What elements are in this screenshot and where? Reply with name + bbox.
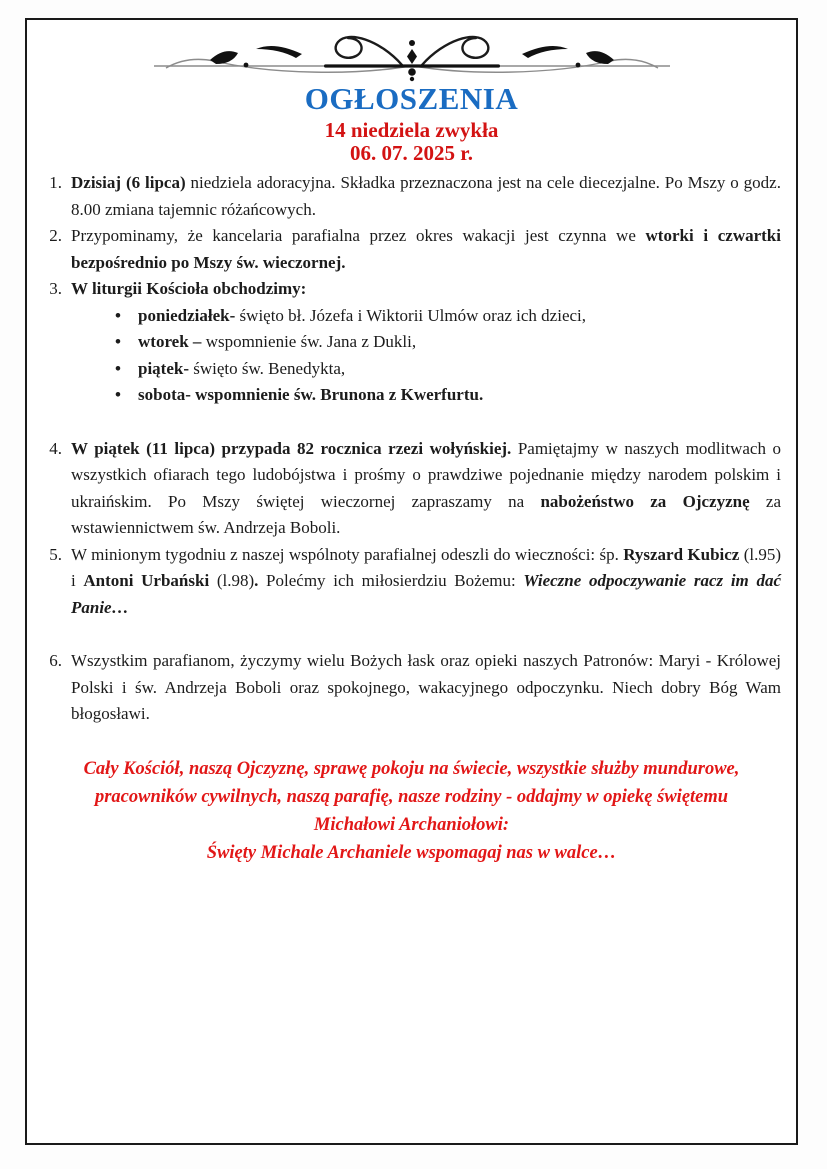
item-number: 1. (49, 173, 62, 192)
page-title: OGŁOSZENIA (304, 81, 519, 116)
item-text: Dzisiaj (6 lipca) niedziela adoracyjna. Składka przeznaczona jest na cele diecezjalne. Po Mszy o godz. 8.00 zmiana tajemnic różańcowych. (71, 173, 781, 219)
sheet-header (27, 28, 796, 165)
item-number: 2. (49, 226, 62, 245)
item-number: 3. (49, 279, 62, 298)
closing-line: Cały Kościół, naszą Ojczyznę, sprawę pokoju na świecie, wszystkie służby mundurowe, (83, 758, 740, 779)
item-number: 6. (49, 651, 62, 670)
liturgy-bullet-item (115, 356, 781, 383)
item-text: Przypominamy, że kancelaria parafialna przez okres wakacji jest czynna we wtorki i czwartki bezpośrednio po Mszy św. wieczornej. (71, 226, 781, 272)
announcement-item (39, 436, 781, 542)
liturgy-bullet-item (115, 382, 781, 409)
announcement-item (39, 223, 781, 276)
item-text: W liturgii Kościoła obchodzimy: (71, 279, 307, 298)
liturgy-bullet-item (115, 303, 781, 330)
bullet-text: wtorek – wspomnienie św. Jana z Dukli, (138, 332, 417, 351)
item-number: 4. (49, 438, 62, 458)
bullet-icon: • (115, 385, 121, 404)
bullet-text: poniedziałek- święto bł. Józefa i Wiktorii Ulmów oraz ich dzieci, (138, 305, 587, 325)
date-line: 06. 07. 2025 r. (350, 141, 473, 165)
announcement-item (39, 648, 781, 728)
announcement-item (39, 276, 781, 303)
closing-line: Święty Michale Archaniele wspomagaj nas w walce… (206, 842, 617, 863)
bullet-icon: • (115, 332, 121, 351)
closing-prayer (57, 755, 766, 867)
announcement-item (39, 542, 781, 622)
announcement-sheet (25, 18, 798, 1145)
item-text: W minionym tygodniu z naszej wspólnoty parafialnej odeszli do wieczności: śp. Ryszard Kubicz (l.95) i Antoni Urbański (l.98). Polećmy ich miłosierdziu Bożemu: Wieczne odpoczywanie racz im dać Panie… (71, 544, 782, 617)
item-number: 5. (49, 544, 62, 564)
announcement-list (39, 170, 781, 728)
liturgy-bullet-item (115, 329, 781, 356)
bullet-text: piątek- święto św. Benedykta, (138, 358, 346, 378)
sunday-subtitle: 14 niedziela zwykła (324, 118, 499, 142)
item-text: W piątek (11 lipca) przypada 82 rocznica rzezi wołyńskiej. Pamiętajmy w naszych modlitwach o wszystkich ofiarach tego ludobójstwa i prośmy o prawdziwe pojednanie między narodem polskim i ukraińskim. Po Mszy świętej wieczornej zapraszamy na nabożeństwo za Ojczyznę za wstawiennictwem św. Andrzeja Boboli. (71, 438, 782, 537)
flourish-divider-icon (152, 28, 672, 82)
liturgy-bullet-list (115, 303, 781, 409)
announcement-item (39, 170, 781, 223)
bullet-icon: • (115, 358, 121, 378)
closing-line: Michałowi Archaniołowi: (313, 814, 510, 835)
closing-line: pracowników cywilnych, naszą parafię, nasze rodziny - oddajmy w opiekę świętemu (94, 786, 729, 807)
bullet-text: sobota- wspomnienie św. Brunona z Kwerfurtu. (138, 385, 484, 404)
item-text: Wszystkim parafianom, życzymy wielu Bożych łask oraz opieki naszych Patronów: Maryi - Królowej Polski i św. Andrzeja Boboli oraz spokojnego, wakacyjnego odpoczynku. Niech dobry Bóg Wam błogosławi. (71, 651, 781, 723)
bullet-icon: • (115, 305, 121, 325)
